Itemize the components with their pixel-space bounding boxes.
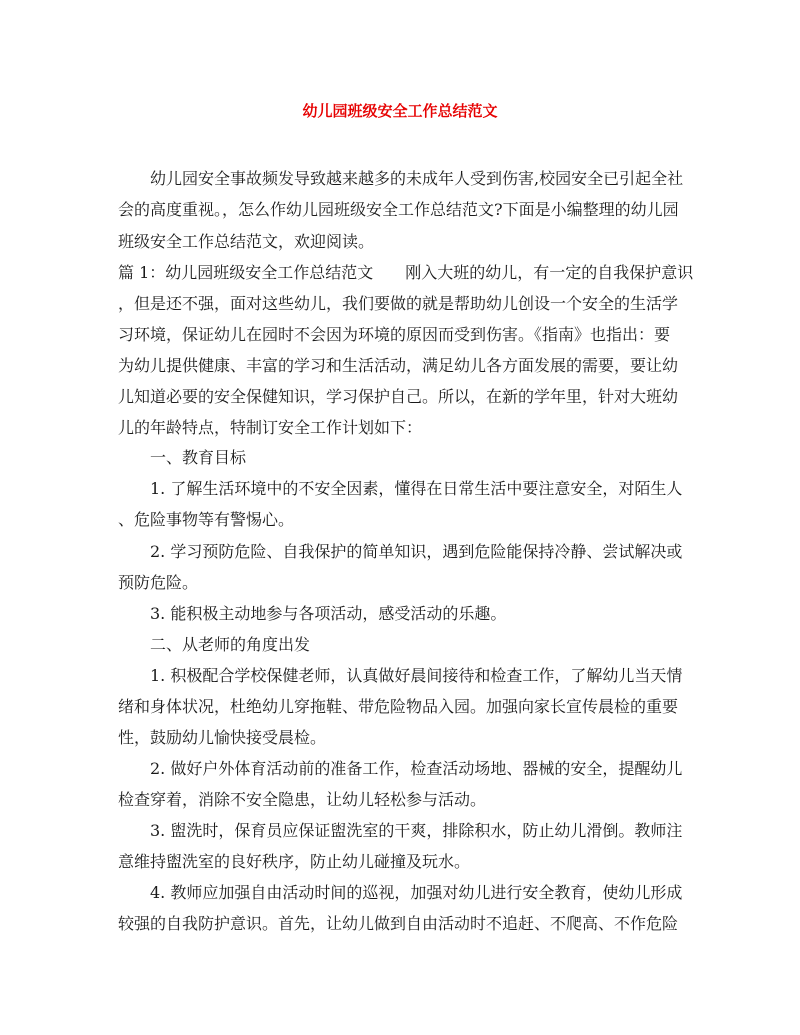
text-line: 1. 了解生活环境中的不安全因素，懂得在日常生活中要注意安全，对陌生人 xyxy=(150,479,683,498)
text-line: ，但是还不强，面对这些幼儿，我们要做的就是帮助幼儿创设一个安全的生活学 xyxy=(118,294,679,313)
text-line: 儿知道必要的安全保健知识，学习保护自己。所以，在新的学年里，针对大班幼 xyxy=(118,387,679,406)
text-line: 绪和身体状况，杜绝幼儿穿拖鞋、带危险物品入园。加强向家长宣传晨检的重要 xyxy=(118,697,679,716)
text-line: 为幼儿提供健康、丰富的学习和生活活动，满足幼儿各方面发展的需要，要让幼 xyxy=(118,356,679,375)
text-line: 、危险事物等有警惕心。 xyxy=(118,510,295,529)
text-line: 较强的自我防护意识。首先，让幼儿做到自由活动时不追赶、不爬高、不作危险 xyxy=(118,914,679,933)
text-line: 4. 教师应加强自由活动时间的巡视，加强对幼儿进行安全教育，使幼儿形成 xyxy=(150,883,683,902)
text-line: 2. 学习预防危险、自我保护的简单知识，遇到危险能保持冷静、尝试解决或 xyxy=(150,542,683,561)
text-line: 会的高度重视。，怎么作幼儿园班级安全工作总结范文?下面是小编整理的幼儿园 xyxy=(118,200,679,219)
text-line: 儿的年龄特点，特制订安全工作计划如下： xyxy=(118,418,423,437)
text-line: 预防危险。 xyxy=(118,573,199,592)
text-line: 意维持盥洗室的良好秩序，防止幼儿碰撞及玩水。 xyxy=(118,852,471,871)
text-line: 1. 积极配合学校保健老师，认真做好晨间接待和检查工作，了解幼儿当天情 xyxy=(150,666,683,685)
text-line: 3. 盥洗时，保育员应保证盥洗室的干爽，排除积水，防止幼儿滑倒。教师注 xyxy=(150,821,683,840)
text-line: 幼儿园安全事故频发导致越来越多的未成年人受到伤害,校园安全已引起全社 xyxy=(150,169,684,188)
document-title: 幼儿园班级安全工作总结范文 xyxy=(302,102,498,120)
section-heading: 一、教育目标 xyxy=(150,448,247,467)
text-line: 3. 能积极主动地参与各项活动，感受活动的乐趣。 xyxy=(150,604,507,623)
text-line: 篇 1：幼儿园班级安全工作总结范文 刚入大班的幼儿，有一定的自我保护意识 xyxy=(118,263,694,282)
text-line: 习环境，保证幼儿在园时不会因为环境的原因而受到伤害。《指南》也指出：要 xyxy=(118,325,671,344)
section-heading: 二、从老师的角度出发 xyxy=(150,635,311,654)
text-line: 检查穿着，消除不安全隐患，让幼儿轻松参与活动。 xyxy=(118,790,487,809)
text-line: 性，鼓励幼儿愉快接受晨检。 xyxy=(118,728,327,747)
text-line: 班级安全工作总结范文，欢迎阅读。 xyxy=(118,232,375,251)
text-line: 2. 做好户外体育活动前的准备工作，检查活动场地、器械的安全，提醒幼儿 xyxy=(150,759,683,778)
